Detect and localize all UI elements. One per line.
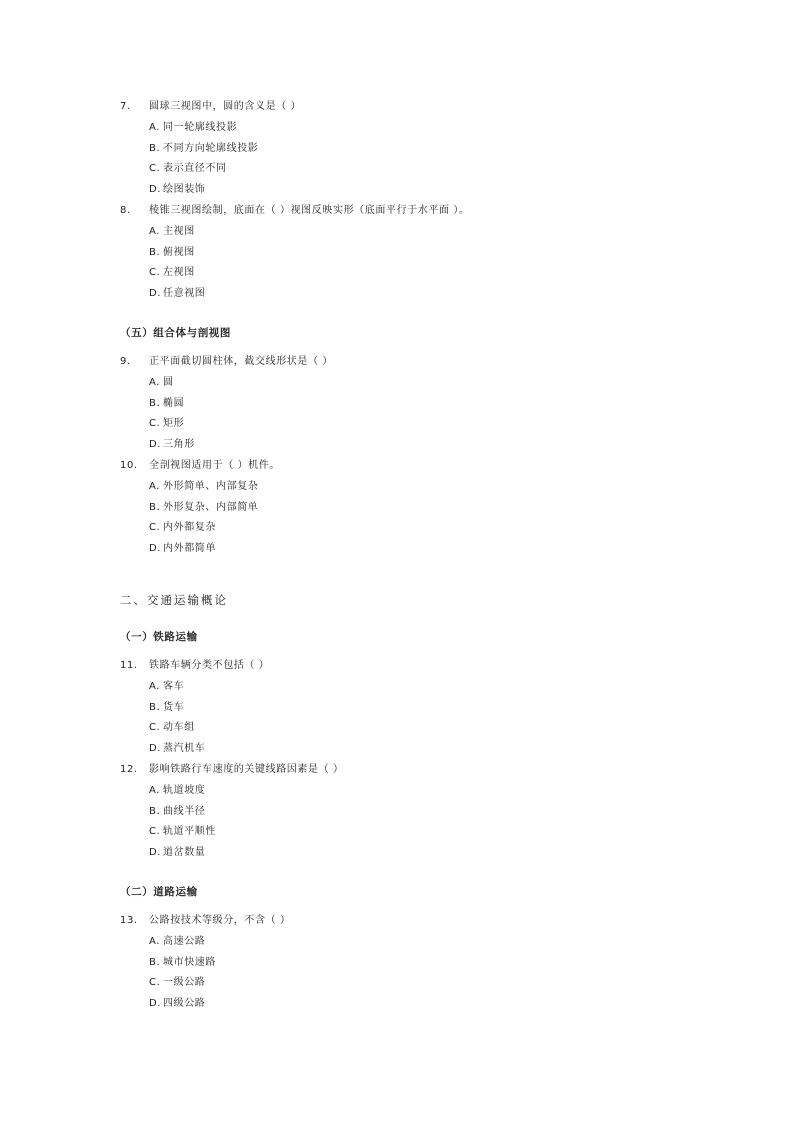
option-text: 四级公路 bbox=[163, 998, 206, 1010]
question-text: 正平面截切圆柱体，截交线形状是（ ） bbox=[149, 356, 333, 367]
option-text: 轨道平顺性 bbox=[163, 826, 216, 838]
option-letter: B. bbox=[149, 246, 161, 258]
option-text: 动车组 bbox=[163, 722, 195, 734]
section-heading: （二）道路运输 bbox=[120, 886, 198, 898]
answer-option bbox=[149, 846, 205, 860]
option-text: 矩形 bbox=[163, 418, 185, 430]
answer-option bbox=[149, 246, 195, 260]
option-text: 外形复杂、内部简单 bbox=[163, 501, 259, 513]
option-text: 同一轮廓线投影 bbox=[163, 121, 238, 133]
option-letter: B. bbox=[149, 142, 161, 154]
option-letter: C. bbox=[149, 826, 161, 838]
answer-option bbox=[149, 266, 195, 280]
answer-option bbox=[149, 935, 205, 949]
option-text: 表示直径不同 bbox=[163, 163, 227, 175]
option-letter: D. bbox=[149, 543, 162, 555]
option-letter: C. bbox=[149, 977, 161, 989]
answer-option bbox=[149, 376, 174, 390]
answer-option bbox=[149, 542, 216, 556]
option-letter: C. bbox=[149, 722, 161, 734]
question-number: 11. bbox=[120, 660, 138, 671]
option-text: 俯视图 bbox=[163, 246, 195, 258]
option-letter: A. bbox=[149, 784, 161, 796]
answer-option bbox=[149, 142, 258, 156]
option-text: 任意视图 bbox=[163, 288, 206, 300]
answer-option bbox=[149, 225, 195, 239]
answer-option bbox=[149, 521, 216, 535]
question-number: 7. bbox=[120, 101, 131, 112]
option-letter: A. bbox=[149, 376, 161, 388]
option-text: 椭圆 bbox=[163, 397, 185, 409]
answer-option bbox=[149, 701, 184, 715]
section-heading: （五）组合体与剖视图 bbox=[120, 327, 231, 339]
option-text: 左视图 bbox=[163, 267, 195, 279]
option-letter: B. bbox=[149, 956, 161, 968]
answer-option bbox=[149, 397, 184, 411]
option-text: 曲线半径 bbox=[163, 805, 206, 817]
answer-option bbox=[149, 742, 205, 756]
option-letter: B. bbox=[149, 805, 161, 817]
option-text: 内外都复杂 bbox=[163, 522, 216, 534]
question-number: 9. bbox=[120, 356, 131, 367]
answer-option bbox=[149, 680, 184, 694]
answer-option bbox=[149, 805, 205, 819]
answer-option bbox=[149, 287, 205, 301]
answer-option bbox=[149, 162, 227, 176]
option-text: 圆 bbox=[163, 376, 174, 388]
option-text: 外形简单、内部复杂 bbox=[163, 480, 259, 492]
answer-option bbox=[149, 438, 195, 452]
question-number: 13. bbox=[120, 915, 138, 926]
answer-option bbox=[149, 976, 205, 990]
option-letter: D. bbox=[149, 184, 162, 196]
option-text: 三角形 bbox=[163, 439, 195, 451]
option-letter: D. bbox=[149, 847, 162, 859]
answer-option bbox=[149, 956, 216, 970]
question-number: 8. bbox=[120, 205, 131, 216]
option-text: 蒸汽机车 bbox=[163, 743, 206, 755]
option-text: 内外都简单 bbox=[163, 543, 216, 555]
question-number: 10. bbox=[120, 460, 138, 471]
option-text: 客车 bbox=[163, 680, 185, 692]
option-letter: A. bbox=[149, 225, 161, 237]
question-text: 圆球三视图中，圆的含义是（ ） bbox=[149, 101, 302, 112]
option-text: 货车 bbox=[163, 701, 185, 713]
option-text: 主视图 bbox=[163, 225, 195, 237]
option-text: 高速公路 bbox=[163, 935, 206, 947]
option-letter: C. bbox=[149, 267, 161, 279]
chapter-heading: 二、交通运输概论 bbox=[120, 593, 228, 607]
option-text: 轨道坡度 bbox=[163, 784, 206, 796]
option-letter: D. bbox=[149, 288, 162, 300]
option-letter: A. bbox=[149, 680, 161, 692]
option-letter: D. bbox=[149, 998, 162, 1010]
question-text: 公路按技术等级分，不含（ ） bbox=[149, 915, 291, 926]
option-letter: C. bbox=[149, 418, 161, 430]
option-letter: B. bbox=[149, 701, 161, 713]
option-letter: A. bbox=[149, 935, 161, 947]
option-letter: A. bbox=[149, 480, 161, 492]
option-text: 绘图装饰 bbox=[163, 184, 206, 196]
answer-option bbox=[149, 997, 205, 1011]
answer-option bbox=[149, 721, 195, 735]
answer-option bbox=[149, 784, 205, 798]
option-letter: A. bbox=[149, 121, 161, 133]
answer-option bbox=[149, 417, 184, 431]
option-text: 一级公路 bbox=[163, 977, 206, 989]
answer-option bbox=[149, 183, 205, 197]
section-heading: （一）铁路运输 bbox=[120, 631, 198, 643]
question-text: 全剖视图适用于（ ）机件。 bbox=[149, 460, 280, 471]
option-letter: D. bbox=[149, 439, 162, 451]
option-letter: C. bbox=[149, 163, 161, 175]
option-text: 道岔数量 bbox=[163, 847, 206, 859]
option-letter: B. bbox=[149, 397, 161, 409]
question-text: 棱锥三视图绘制，底面在（ ）视图反映实形（底面平行于水平面 ）。 bbox=[149, 205, 470, 216]
question-text: 铁路车辆分类不包括（ ） bbox=[149, 660, 270, 671]
option-text: 城市快速路 bbox=[163, 956, 216, 968]
question-number: 12. bbox=[120, 764, 138, 775]
answer-option bbox=[149, 480, 258, 494]
option-letter: B. bbox=[149, 501, 161, 513]
answer-option bbox=[149, 501, 258, 515]
question-text: 影响铁路行车速度的关键线路因素是（ ） bbox=[149, 764, 344, 775]
answer-option bbox=[149, 825, 216, 839]
option-letter: C. bbox=[149, 522, 161, 534]
option-text: 不同方向轮廓线投影 bbox=[163, 142, 259, 154]
answer-option bbox=[149, 121, 237, 135]
option-letter: D. bbox=[149, 743, 162, 755]
